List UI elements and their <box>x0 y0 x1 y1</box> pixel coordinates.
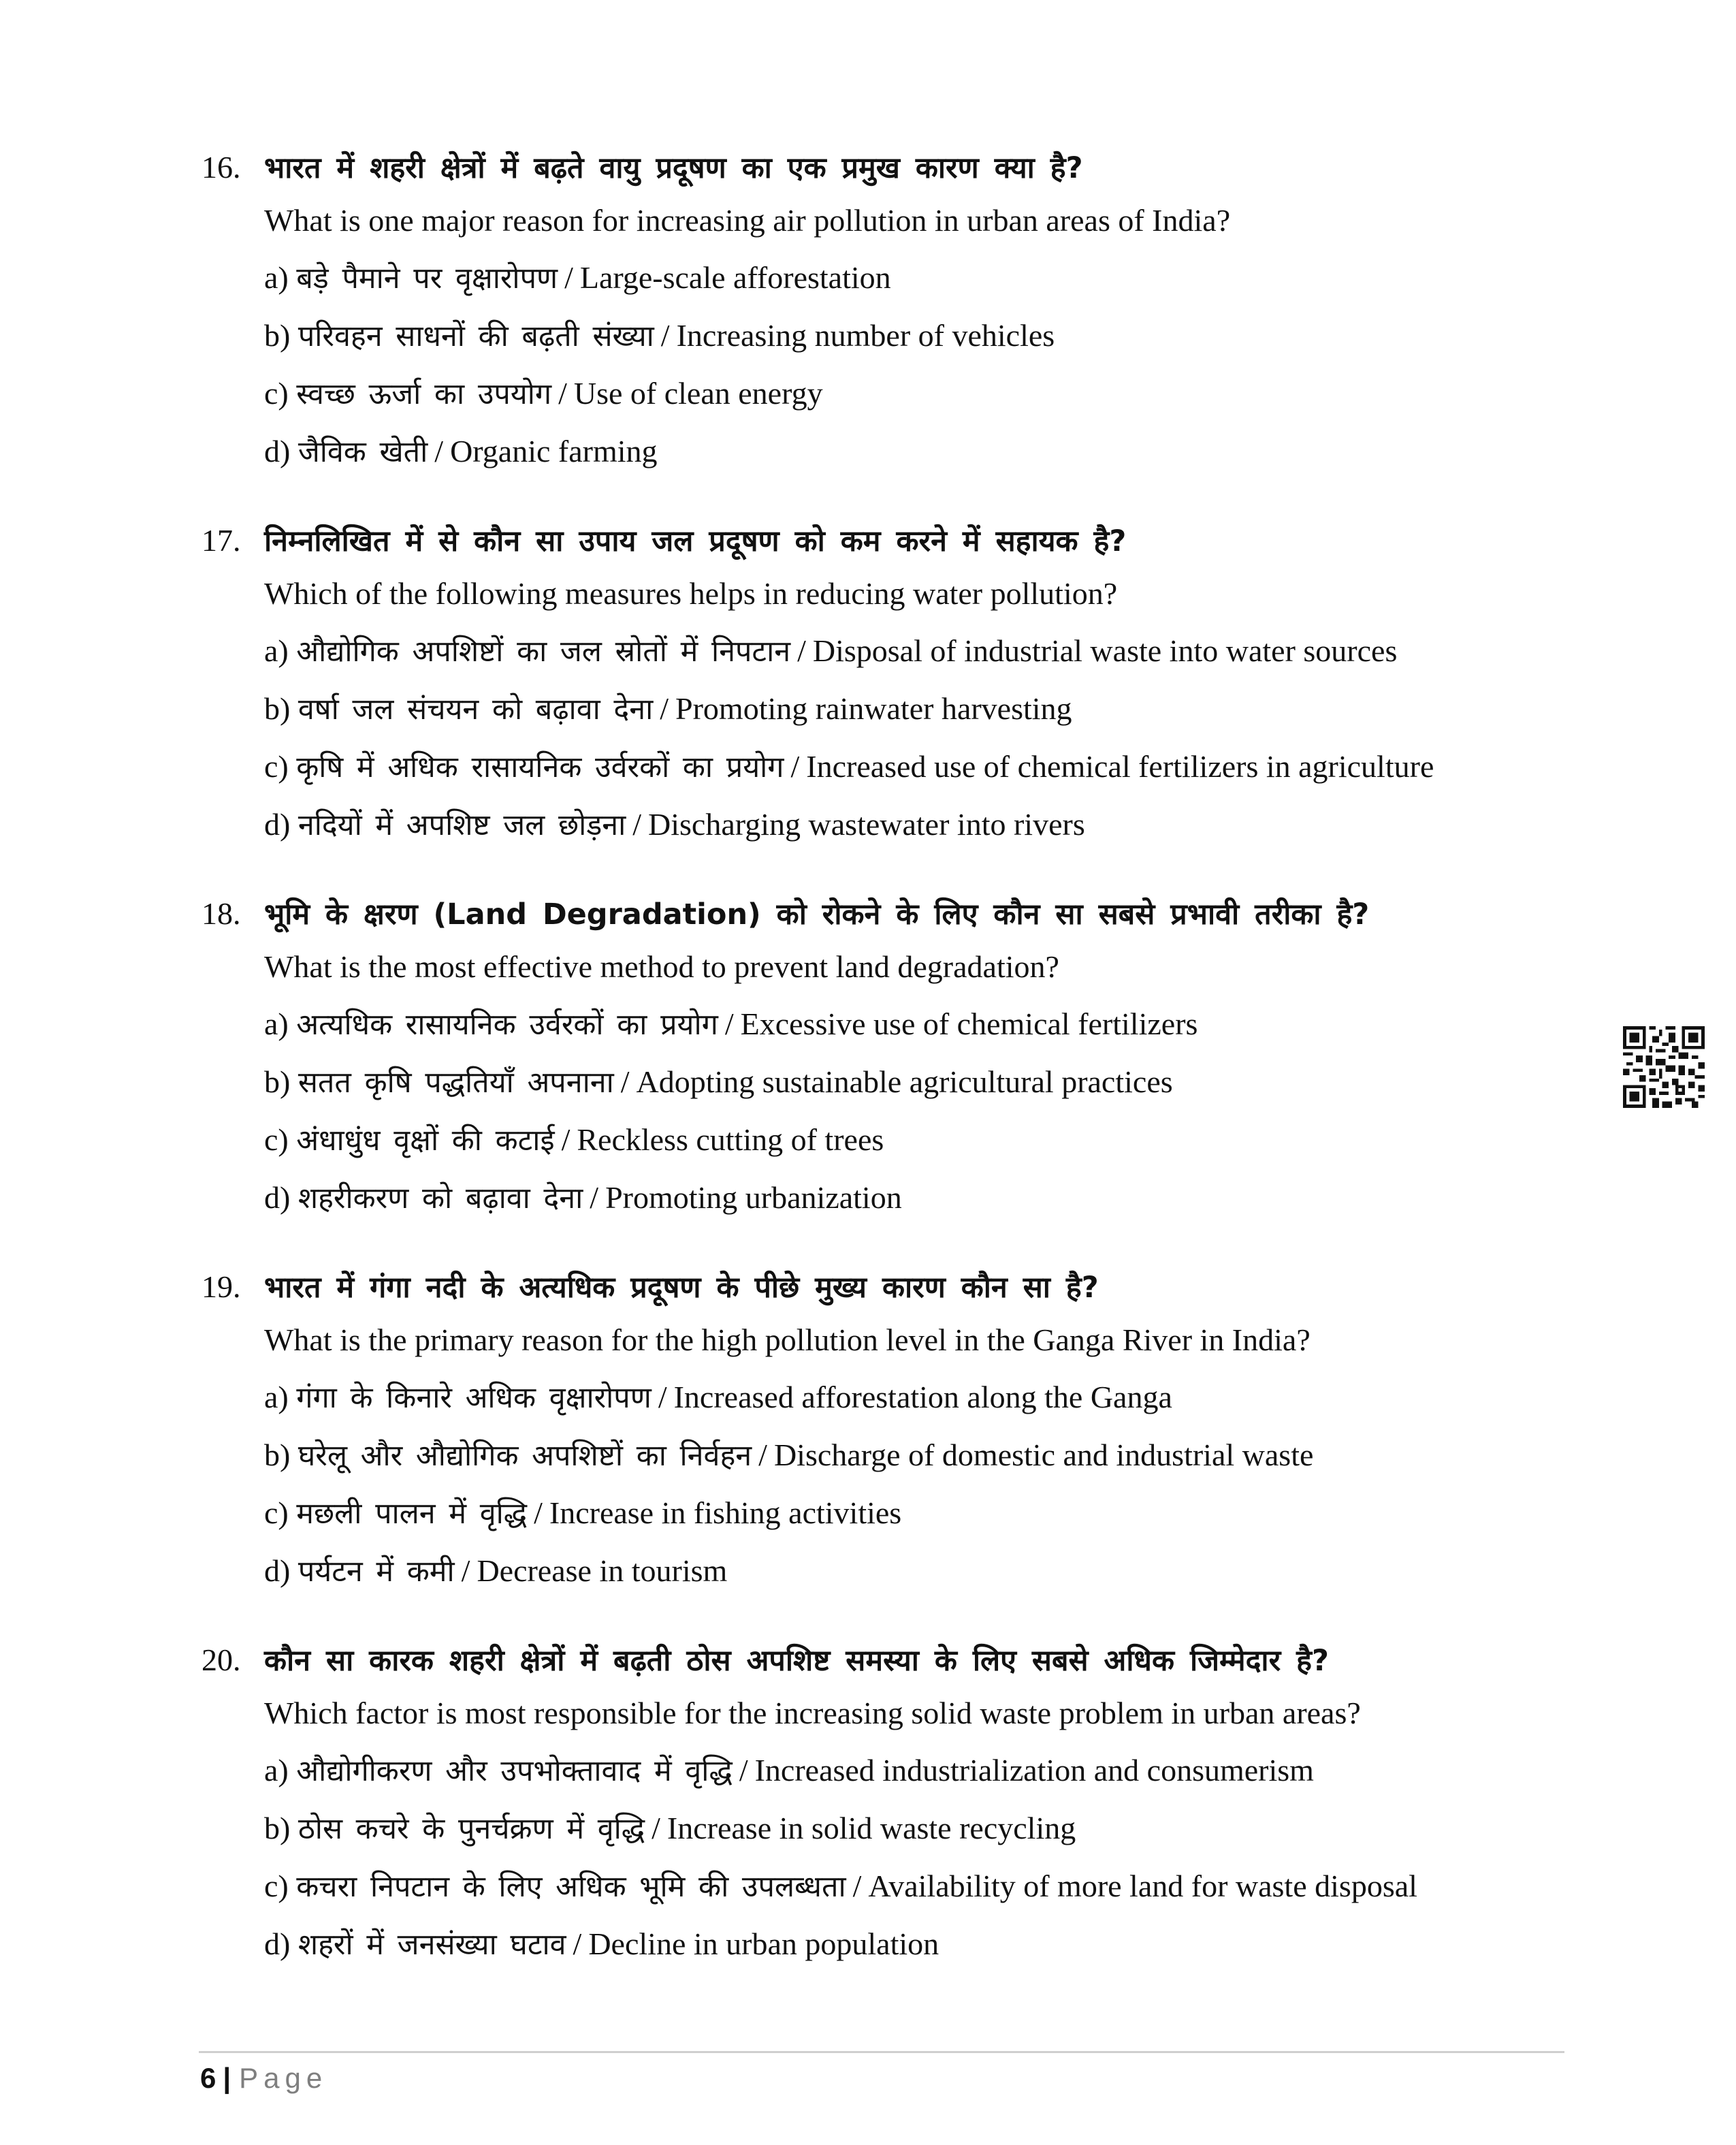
option-hindi: घरेलू और औद्योगिक अपशिष्टों का निर्वहन <box>298 1439 752 1473</box>
option-english: Increasing number of vehicles <box>676 318 1055 353</box>
option-a <box>264 1000 1556 1049</box>
option-english: Large-scale afforestation <box>579 260 891 295</box>
option-separator: / <box>534 1495 543 1530</box>
option-b <box>264 1058 1556 1107</box>
option-hindi: मछली पालन में वृद्धि <box>296 1497 528 1531</box>
question-list <box>202 140 1556 2005</box>
page-footer <box>200 2058 327 2099</box>
option-label: d) <box>264 807 291 842</box>
option-separator: / <box>852 1869 862 1903</box>
option-english: Availability of more land for waste disposal <box>868 1869 1417 1903</box>
option-b <box>264 1431 1556 1480</box>
option-c <box>264 370 1556 418</box>
footer-separator: | <box>223 2062 231 2094</box>
option-label: d) <box>264 1553 291 1588</box>
option-label: a) <box>264 1380 289 1414</box>
option-separator: / <box>797 633 806 668</box>
option-c <box>264 1489 1556 1538</box>
option-english: Increase in fishing activities <box>549 1495 902 1530</box>
question-english: What is the most effective method to prevent land degradation? <box>264 949 1059 984</box>
option-label: d) <box>264 1926 291 1961</box>
option-separator: / <box>632 807 642 842</box>
option-english: Increase in solid waste recycling <box>666 1811 1076 1845</box>
option-label: c) <box>264 1495 289 1530</box>
option-english: Decline in urban population <box>588 1926 939 1961</box>
option-label: d) <box>264 1180 291 1215</box>
option-hindi: औद्योगिक अपशिष्टों का जल स्रोतों में निपटान <box>296 635 791 669</box>
option-label: a) <box>264 260 289 295</box>
option-separator: / <box>573 1926 582 1961</box>
footer-divider <box>199 2051 1564 2053</box>
option-hindi: औद्योगीकरण और उपभोक्तावाद में वृद्धि <box>296 1754 733 1788</box>
option-label: c) <box>264 1122 289 1157</box>
option-english: Promoting rainwater harvesting <box>675 691 1072 726</box>
question-number: 17. <box>202 523 241 558</box>
option-hindi: बड़े पैमाने पर वृक्षारोपण <box>296 261 558 296</box>
qr-code-icon <box>1623 1026 1705 1108</box>
question-20 <box>202 1632 1556 1969</box>
option-separator: / <box>739 1753 748 1788</box>
option-b <box>264 685 1556 733</box>
option-separator: / <box>561 1122 570 1157</box>
page-number: 6 <box>200 2062 216 2094</box>
option-label: c) <box>264 749 289 784</box>
option-separator: / <box>652 1811 660 1845</box>
option-english: Discharging wastewater into rivers <box>648 807 1085 842</box>
question-english: What is one major reason for increasing air pollution in urban areas of India? <box>264 203 1231 238</box>
option-label: a) <box>264 633 289 668</box>
option-hindi: कृषि में अधिक रासायनिक उर्वरकों का प्रयोग <box>296 750 784 784</box>
option-a <box>264 1373 1556 1422</box>
option-hindi: अत्यधिक रासायनिक उर्वरकों का प्रयोग <box>296 1008 718 1042</box>
option-separator: / <box>790 749 800 784</box>
option-separator: / <box>724 1006 734 1041</box>
question-english: Which factor is most responsible for the increasing solid waste problem in urban areas? <box>264 1696 1361 1730</box>
option-d <box>264 1174 1556 1222</box>
option-english: Adopting sustainable agricultural practices <box>636 1064 1173 1099</box>
option-english: Increased use of chemical fertilizers in agriculture <box>806 749 1434 784</box>
option-label: b) <box>264 1064 291 1099</box>
option-label: a) <box>264 1753 289 1788</box>
question-18 <box>202 886 1556 1222</box>
option-label: b) <box>264 318 291 353</box>
option-hindi: शहरों में जनसंख्या घटाव <box>298 1928 566 1962</box>
option-label: c) <box>264 1869 289 1903</box>
option-hindi: कचरा निपटान के लिए अधिक भूमि की उपलब्धता <box>296 1870 846 1904</box>
option-b <box>264 312 1556 360</box>
option-separator: / <box>461 1553 470 1588</box>
option-hindi: परिवहन साधनों की बढ़ती संख्या <box>298 319 654 353</box>
option-a <box>264 627 1556 676</box>
question-hindi: भारत में गंगा नदी के अत्यधिक प्रदूषण के पीछे मुख्य कारण कौन सा है? <box>264 1271 1099 1305</box>
option-hindi: ठोस कचरे के पुनर्चक्रण में वृद्धि <box>298 1812 645 1846</box>
option-label: b) <box>264 691 291 726</box>
option-hindi: जैविक खेती <box>298 435 428 469</box>
option-separator: / <box>590 1180 599 1215</box>
option-c <box>264 743 1556 791</box>
option-c <box>264 1116 1556 1164</box>
option-a <box>264 254 1556 302</box>
question-number: 18. <box>202 896 241 931</box>
question-english: What is the primary reason for the high pollution level in the Ganga River in India? <box>264 1322 1311 1357</box>
question-16 <box>202 140 1556 476</box>
option-label: c) <box>264 376 289 411</box>
option-hindi: सतत कृषि पद्धतियाँ अपनाना <box>298 1066 614 1100</box>
question-hindi: भारत में शहरी क्षेत्रों में बढ़ते वायु प्रदूषण का एक प्रमुख कारण क्या है? <box>264 151 1083 185</box>
option-hindi: गंगा के किनारे अधिक वृक्षारोपण <box>296 1381 652 1415</box>
option-separator: / <box>564 260 573 295</box>
option-separator: / <box>434 434 444 468</box>
option-d <box>264 428 1556 476</box>
option-label: b) <box>264 1437 291 1472</box>
question-number: 16. <box>202 150 241 185</box>
question-english: Which of the following measures helps in reducing water pollution? <box>264 576 1118 611</box>
option-hindi: वर्षा जल संचयन को बढ़ावा देना <box>298 693 654 727</box>
option-d <box>264 801 1556 849</box>
option-english: Disposal of industrial waste into water sources <box>812 633 1398 668</box>
option-d <box>264 1920 1556 1969</box>
option-english: Use of clean energy <box>573 376 823 411</box>
option-english: Increased industrialization and consumerism <box>754 1753 1314 1788</box>
option-separator: / <box>658 1380 667 1414</box>
option-english: Decrease in tourism <box>477 1553 728 1588</box>
option-hindi: नदियों में अपशिष्ट जल छोड़ना <box>298 808 626 842</box>
option-separator: / <box>758 1437 767 1472</box>
option-english: Excessive use of chemical fertilizers <box>740 1006 1198 1041</box>
option-separator: / <box>558 376 567 411</box>
option-label: b) <box>264 1811 291 1845</box>
question-hindi: भूमि के क्षरण (Land Degradation) को रोकने के लिए कौन सा सबसे प्रभावी तरीका है? <box>264 897 1370 932</box>
question-hindi: कौन सा कारक शहरी क्षेत्रों में बढ़ती ठोस अपशिष्ट समस्या के लिए सबसे अधिक जिम्मेदार है? <box>264 1644 1329 1678</box>
option-english: Increased afforestation along the Ganga <box>673 1380 1172 1414</box>
option-d <box>264 1547 1556 1595</box>
option-hindi: स्वच्छ ऊर्जा का उपयोग <box>296 377 552 411</box>
option-c <box>264 1862 1556 1911</box>
option-english: Organic farming <box>450 434 658 468</box>
page-label: Page <box>239 2062 328 2094</box>
option-b <box>264 1805 1556 1853</box>
question-17 <box>202 513 1556 849</box>
question-hindi: निम्नलिखित में से कौन सा उपाय जल प्रदूषण को कम करने में सहायक है? <box>264 524 1127 558</box>
option-english: Discharge of domestic and industrial waste <box>773 1437 1314 1472</box>
option-label: a) <box>264 1006 289 1041</box>
option-a <box>264 1747 1556 1795</box>
option-english: Reckless cutting of trees <box>577 1122 884 1157</box>
option-hindi: अंधाधुंध वृक्षों की कटाई <box>296 1124 555 1158</box>
option-english: Promoting urbanization <box>605 1180 902 1215</box>
question-number: 19. <box>202 1269 241 1304</box>
option-hindi: पर्यटन में कमी <box>298 1555 455 1589</box>
option-label: d) <box>264 434 291 468</box>
option-hindi: शहरीकरण को बढ़ावा देना <box>298 1181 583 1216</box>
question-number: 20. <box>202 1642 241 1677</box>
option-separator: / <box>660 318 670 353</box>
option-separator: / <box>620 1064 630 1099</box>
question-19 <box>202 1259 1556 1595</box>
option-separator: / <box>660 691 669 726</box>
